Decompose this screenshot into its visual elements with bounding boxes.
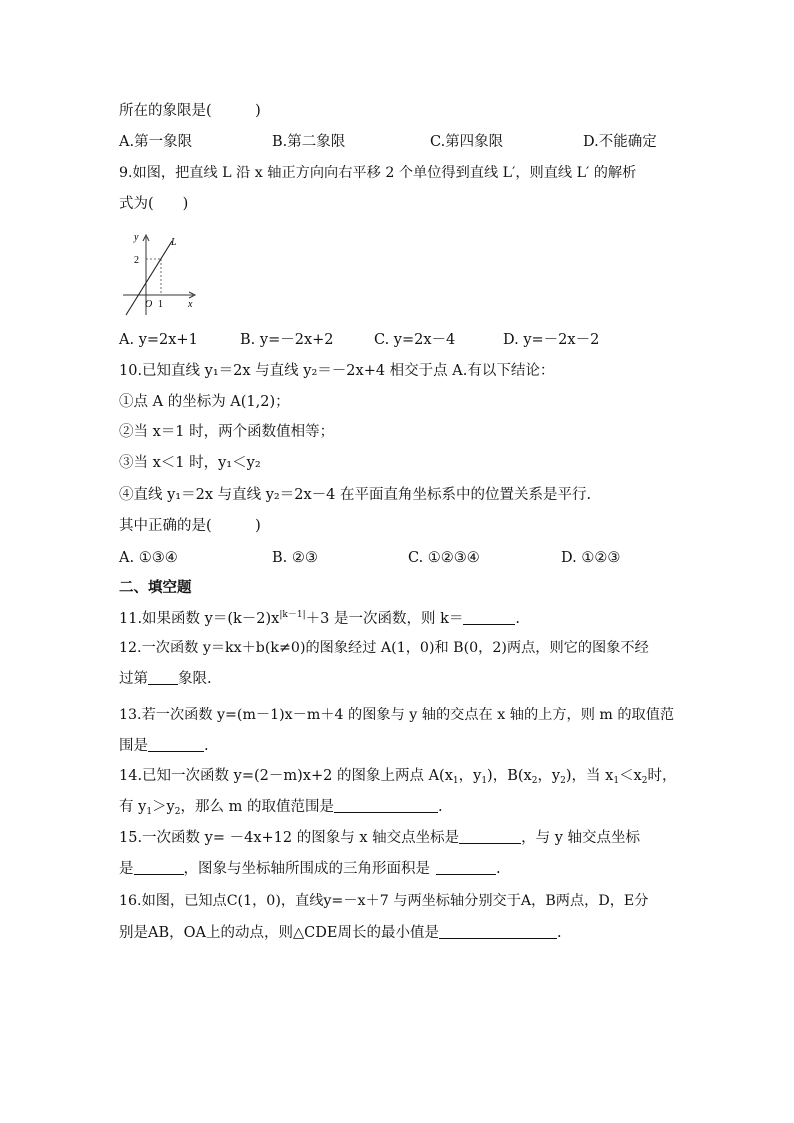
q16-stem-line1: 16.如图，已知点C(1，0)，直线y=－x＋7 与两坐标轴分别交于A，B两点，D，E分 xyxy=(119,893,649,909)
q9-x-axis xyxy=(123,292,195,298)
q9-option-a: A. y=2x+1 xyxy=(119,332,198,348)
q15-text-end: . xyxy=(496,861,501,877)
q14-text-h: 有 y xyxy=(119,799,147,815)
q10-conclusion-2: ②当 x＝1 时，两个函数值相等； xyxy=(119,424,335,440)
q11-text-end: . xyxy=(515,611,520,627)
q9-option-b: B. y=－2x+2 xyxy=(240,332,334,348)
q9-option-c: C. y=2x－4 xyxy=(374,332,456,348)
q14-sub: 1 xyxy=(481,776,488,786)
q14-text-e: )，当 x xyxy=(565,768,614,784)
q12-stem-line2 xyxy=(119,669,212,689)
q13-stem-line2 xyxy=(119,736,209,756)
q16-answer-blank[interactable] xyxy=(439,923,557,939)
q14-text-end: . xyxy=(437,799,443,815)
q8-option-c: C.第四象限 xyxy=(430,134,504,150)
q14-sub: 1 xyxy=(452,776,459,786)
q10-ask: 其中正确的是( ) xyxy=(119,518,261,534)
q10-option-a: A. ①③④ xyxy=(119,550,178,566)
q16-text-a: 别是AB，OA上的动点，则△CDE周长的最小值是 xyxy=(119,925,439,941)
q14-sub: 2 xyxy=(174,807,181,817)
q11-text-b: ＋3 是一次函数，则 k＝ xyxy=(305,611,464,627)
q9-stem-line2: 式为( ) xyxy=(119,196,189,212)
q8-option-b: B.第二象限 xyxy=(272,134,346,150)
q12-stem-line1: 12.一次函数 y＝kx＋b(k≠0)的图象经过 A(1，0)和 B(0，2)两点，则它的图象不经 xyxy=(119,640,649,656)
q9-stem-line1: 9.如图，把直线 L 沿 x 轴正方向向右平移 2 个单位得到直线 L′，则直线 L′ 的解析 xyxy=(119,165,637,181)
q15-text-a: 15.一次函数 y= －4x+12 的图象与 x 轴交点坐标是 xyxy=(119,830,460,846)
q10-option-d: D. ①②③ xyxy=(561,550,621,566)
q15-stem-line1 xyxy=(119,828,640,848)
q15-text-c: 是 xyxy=(119,861,134,877)
q14-text-d: ，y xyxy=(537,768,561,784)
q14-answer-blank[interactable] xyxy=(334,797,438,813)
q10-conclusion-1: ①点 A 的坐标为 A(1,2)； xyxy=(119,394,290,410)
q11-answer-blank[interactable] xyxy=(463,609,515,625)
q14-text-f: ＜x xyxy=(619,768,642,784)
q11 xyxy=(119,609,520,629)
q8-tail: 所在的象限是( ) xyxy=(119,103,261,119)
q10-stem: 10.已知直线 y₁＝2x 与直线 y₂＝－2x+4 相交于点 A.有以下结论： xyxy=(119,363,555,379)
q15-blank-x-intercept[interactable] xyxy=(459,828,521,844)
q10-option-c: C. ①②③④ xyxy=(408,550,480,566)
q10-conclusion-3: ③当 x＜1 时，y₁＜y₂ xyxy=(119,455,261,471)
q9-option-d: D. y=－2x－2 xyxy=(503,332,600,348)
q15-text-b: ，与 y 轴交点坐标 xyxy=(521,830,641,846)
q15-text-d: ，图象与坐标轴所围成的三角形面积是 xyxy=(183,861,430,877)
q14-text-b: ，y xyxy=(458,768,482,784)
q9-y-label: y xyxy=(134,232,139,243)
q14-text-a: 14.已知一次函数 y=(2－m)x+2 的图象上两点 A(x xyxy=(119,768,453,784)
q14-sub: 2 xyxy=(531,776,538,786)
q14-sub: 2 xyxy=(560,776,566,786)
q9-tick-2: 2 xyxy=(134,255,139,266)
q12-text-a: 过第 xyxy=(119,671,148,687)
q8-option-a: A.第一象限 xyxy=(119,134,193,150)
q15-stem-line2 xyxy=(119,859,501,879)
q14-text-c: )，B(x xyxy=(487,768,532,784)
q9-origin-label: O xyxy=(145,299,153,310)
q14-stem-line1 xyxy=(119,766,676,786)
q9-tick-1: 1 xyxy=(158,299,163,310)
q10-option-b: B. ②③ xyxy=(272,550,318,566)
q13-text-a: 围是 xyxy=(119,738,148,754)
q12-answer-blank[interactable] xyxy=(148,669,178,685)
q14-stem-line2 xyxy=(119,797,443,817)
q16-text-end: . xyxy=(556,925,562,941)
q14-sub: 1 xyxy=(613,776,620,786)
q9-x-label: x xyxy=(188,299,193,310)
q14-sub: 1 xyxy=(146,807,153,817)
q10-conclusion-4: ④直线 y₁＝2x 与直线 y₂＝2x－4 在平面直角坐标系中的位置关系是平行. xyxy=(119,487,592,503)
q14-text-g: 时， xyxy=(647,768,677,784)
q14-text-i: ＞y xyxy=(152,799,175,815)
q9-line-label: L xyxy=(171,237,177,248)
q15-blank-y-intercept[interactable] xyxy=(134,859,184,875)
q15-blank-area[interactable] xyxy=(436,859,496,875)
q13-text-b: . xyxy=(204,738,209,754)
q14-text-j: ，那么 m 的取值范围是 xyxy=(180,799,334,815)
q12-text-b: 象限. xyxy=(178,671,212,687)
q13-answer-blank[interactable] xyxy=(148,736,204,752)
q14-sub: 2 xyxy=(641,776,648,786)
q9-graph-figure xyxy=(117,227,199,319)
q11-exponent: |k－1| xyxy=(279,610,306,620)
q8-option-d: D.不能确定 xyxy=(583,134,657,150)
q16-stem-line2 xyxy=(119,923,562,943)
q11-text-a: 11.如果函数 y＝(k－2)x xyxy=(119,611,280,627)
section-heading-fill-blank: 二、填空题 xyxy=(119,580,192,596)
q13-stem-line1: 13.若一次函数 y=(m－1)x－m＋4 的图象与 y 轴的交点在 x 轴的上方，则 m 的取值范 xyxy=(119,707,675,723)
